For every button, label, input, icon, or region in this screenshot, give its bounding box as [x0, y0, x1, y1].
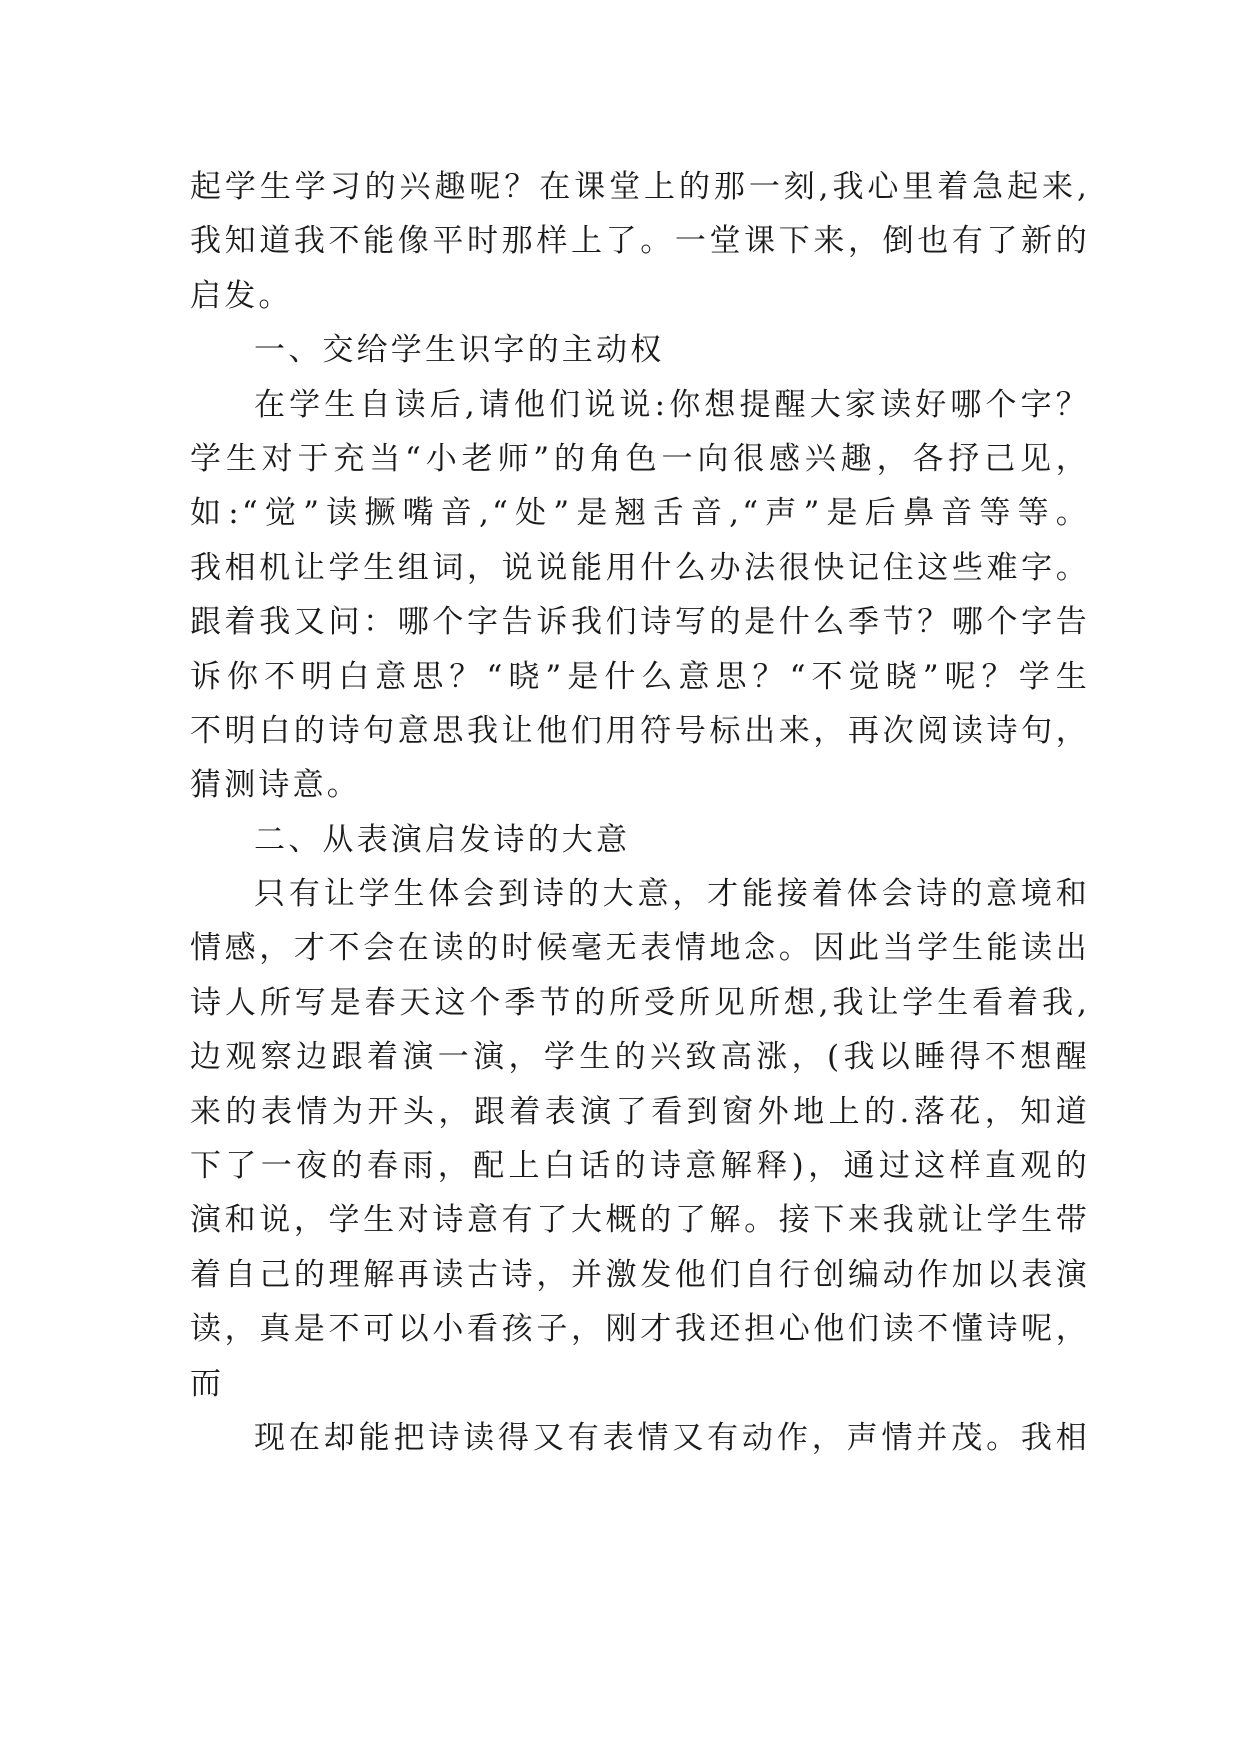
- text-line: 猜测诗意。: [190, 767, 361, 804]
- text-line: 现在却能把诗读得又有表情又有动作，声情并茂。我相: [254, 1419, 1090, 1456]
- text-line: 诉你不明白意思？“晓”是什么意思？“不觉晓”呢？学生: [190, 658, 1090, 695]
- text-line: 而: [190, 1365, 225, 1402]
- text-line: 在学生自读后,请他们说说:你想提醒大家读好哪个字？: [254, 386, 1090, 423]
- text-line: 边观察边跟着演一演，学生的兴致高涨，(我以睡得不想醒: [190, 1039, 1090, 1076]
- text-line: 只有让学生体会到诗的大意，才能接着体会诗的意境和: [254, 876, 1090, 913]
- paragraph-section-1: [190, 378, 1090, 813]
- text-line: 诗人所写是春天这个季节的所受所见所想,我让学生看着我,: [190, 984, 1090, 1021]
- text-line: 来的表情为开头，跟着表演了看到窗外地上的.落花，知道: [190, 1093, 1090, 1130]
- text-line: 我知道我不能像平时那样上了。一堂课下来，倒也有了新的: [190, 223, 1090, 260]
- text-line: 学生对于充当“小老师”的角色一向很感兴趣，各抒己见，: [190, 440, 1090, 477]
- text-line: 跟着我又问：哪个字告诉我们诗写的是什么季节？哪个字告: [190, 604, 1090, 641]
- section-heading-text: 二、从表演启发诗的大意: [254, 821, 631, 858]
- section-heading-1: [190, 323, 1090, 377]
- paragraph-section-2: [190, 867, 1090, 1411]
- paragraph-continuation: [190, 1411, 1090, 1465]
- text-line: 不明白的诗句意思我让他们用符号标出来，再次阅读诗句，: [190, 712, 1090, 749]
- text-line: 演和说，学生对诗意有了大概的了解。接下来我就让学生带: [190, 1202, 1090, 1239]
- text-line: 着自己的理解再读古诗，并激发他们自行创编动作加以表演: [190, 1256, 1090, 1293]
- text-line: 情感，才不会在读的时候毫无表情地念。因此当学生能读出: [190, 930, 1090, 967]
- text-line: 如:“觉”读撅嘴音,“处”是翘舌音,“声”是后鼻音等等。: [190, 495, 1090, 532]
- paragraph-intro: [190, 160, 1090, 323]
- section-heading-2: [190, 813, 1090, 867]
- text-line: 我相机让学生组词，说说能用什么办法很快记住这些难字。: [190, 549, 1090, 586]
- document-body: [190, 160, 1090, 1465]
- text-line: 读，真是不可以小看孩子，刚才我还担心他们读不懂诗呢，: [190, 1311, 1090, 1348]
- section-heading-text: 一、交给学生识字的主动权: [254, 332, 665, 369]
- text-line: 起学生学习的兴趣呢？在课堂上的那一刻,我心里着急起来,: [190, 169, 1090, 205]
- text-line: 启发。: [190, 277, 293, 314]
- text-line: 下了一夜的春雨，配上白话的诗意解释)，通过这样直观的: [190, 1148, 1090, 1185]
